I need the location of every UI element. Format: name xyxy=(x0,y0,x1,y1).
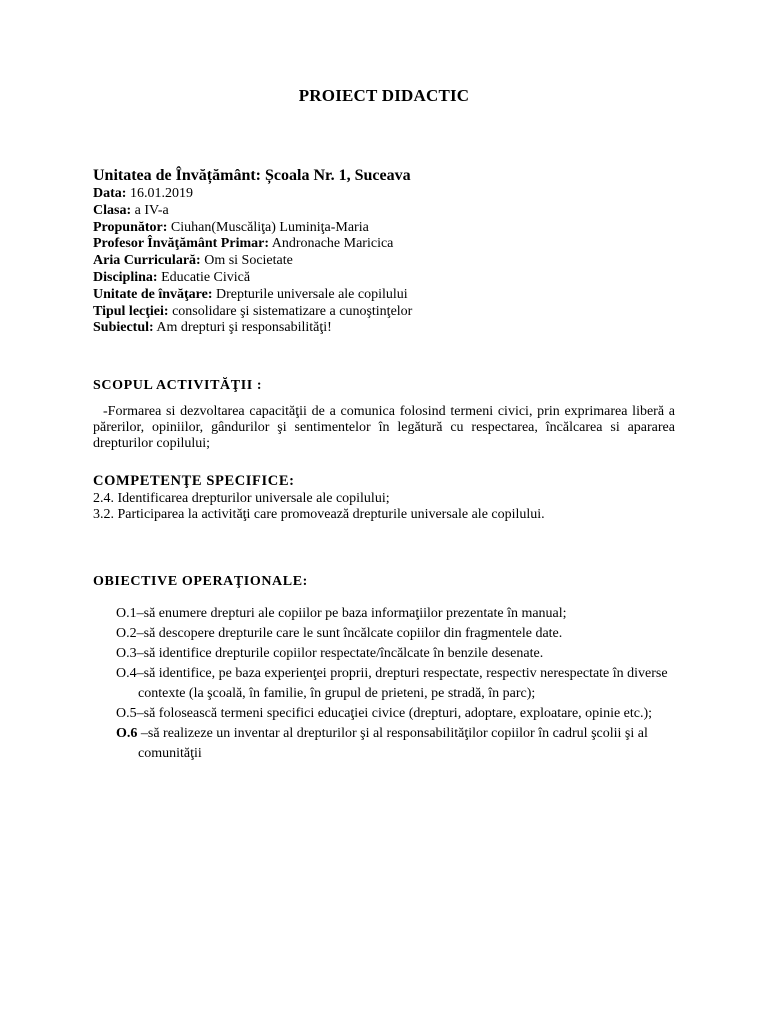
info-label: Subiectul: xyxy=(93,320,154,336)
info-row-date xyxy=(93,186,693,203)
info-label: Disciplina: xyxy=(93,269,158,285)
objective-item xyxy=(116,664,676,704)
info-label: Unitate de învăţare: xyxy=(93,286,213,302)
objective-code: O.2 xyxy=(116,626,137,641)
info-value: Am drepturi şi responsabilităţi! xyxy=(156,320,332,336)
objective-text: –să enumere drepturi ale copiilor pe baza informaţiilor prezentate în manual; xyxy=(136,606,567,621)
objective-text: –să descopere drepturile care le sunt încălcate copiilor din fragmentele date. xyxy=(136,626,563,641)
objective-code: O.4 xyxy=(116,666,137,681)
info-value: a IV-a xyxy=(134,202,169,218)
info-label: Clasa: xyxy=(93,202,132,218)
info-value: Drepturile universale ale copilului xyxy=(216,286,408,302)
info-label: Tipul lecţiei: xyxy=(93,303,169,319)
objective-code: O.3 xyxy=(116,646,137,661)
objectives-list xyxy=(116,604,676,764)
info-row-curricular-area xyxy=(93,253,693,270)
info-value: Om si Societate xyxy=(204,253,293,269)
objective-code: O.6 xyxy=(116,726,138,741)
school-unit-line: Unitatea de Învățământ: Școala Nr. 1, Suceava xyxy=(93,167,411,184)
info-label: Data: xyxy=(93,186,127,201)
info-label: Profesor Învăţământ Primar: xyxy=(93,236,269,252)
info-row-lesson-type xyxy=(93,304,693,321)
info-row-teacher xyxy=(93,236,693,253)
competences-heading: COMPETENŢE SPECIFICE: xyxy=(93,473,295,489)
objective-text: –să realizeze un inventar al drepturilor şi al responsabilităţilor copiilor în cadrul şcolii şi al comunităţii xyxy=(137,726,648,761)
page-title: PROIECT DIDACTIC xyxy=(298,86,470,105)
info-row-proposer xyxy=(93,220,693,237)
objective-item xyxy=(116,704,676,724)
info-value: Ciuhan(Muscăliţa) Luminiţa-Maria xyxy=(170,219,369,235)
objective-code: O.1 xyxy=(116,606,137,621)
scope-text: -Formarea si dezvoltarea capacităţii de a comunica folosind termeni civici, prin exprimarea liberă a părerilor, opiniilor, gândurilor şi sentimentelor în legătură cu respectarea, încălcarea si apararea drepturilor copilului; xyxy=(93,404,675,451)
info-value: Andronache Maricica xyxy=(271,236,394,252)
info-row-class xyxy=(93,203,693,220)
info-row-subject xyxy=(93,320,693,337)
info-label: Aria Curriculară: xyxy=(93,253,201,269)
lesson-info-block xyxy=(93,166,693,337)
scope-heading: SCOPUL ACTIVITĂŢII : xyxy=(93,378,263,393)
competence-item: 3.2. Participarea la activităţi care promovează drepturile universale ale copilului. xyxy=(93,506,545,522)
info-value: Educatie Civică xyxy=(161,269,251,285)
objective-item xyxy=(116,724,676,764)
objective-text: –să folosească termeni specifici educaţiei civice (drepturi, adoptare, exploatare, opinie etc.); xyxy=(136,706,653,721)
objective-item xyxy=(116,624,676,644)
objective-item xyxy=(116,644,676,664)
scope-paragraph xyxy=(93,404,675,452)
objective-code: O.5 xyxy=(116,706,137,721)
info-value: consolidare şi sistematizare a cunoştinţelor xyxy=(172,303,413,319)
info-row-learning-unit xyxy=(93,287,693,304)
objectives-heading: OBIECTIVE OPERAŢIONALE: xyxy=(93,574,308,589)
objective-text: –să identifice, pe baza experienţei proprii, drepturi respectate, respectiv nerespectate în diverse contexte (la şcoală, în familie, în grupul de prieteni, pe stradă, în parc); xyxy=(136,666,668,701)
info-value: 16.01.2019 xyxy=(129,186,193,201)
objective-text: –să identifice drepturile copiilor respectate/încălcate în benzile desenate. xyxy=(136,646,544,661)
info-label: Propunător: xyxy=(93,219,168,235)
info-row-discipline xyxy=(93,270,693,287)
competences-list xyxy=(93,491,693,522)
objective-item xyxy=(116,604,676,624)
competence-item: 2.4. Identificarea drepturilor universale ale copilului; xyxy=(93,491,390,506)
